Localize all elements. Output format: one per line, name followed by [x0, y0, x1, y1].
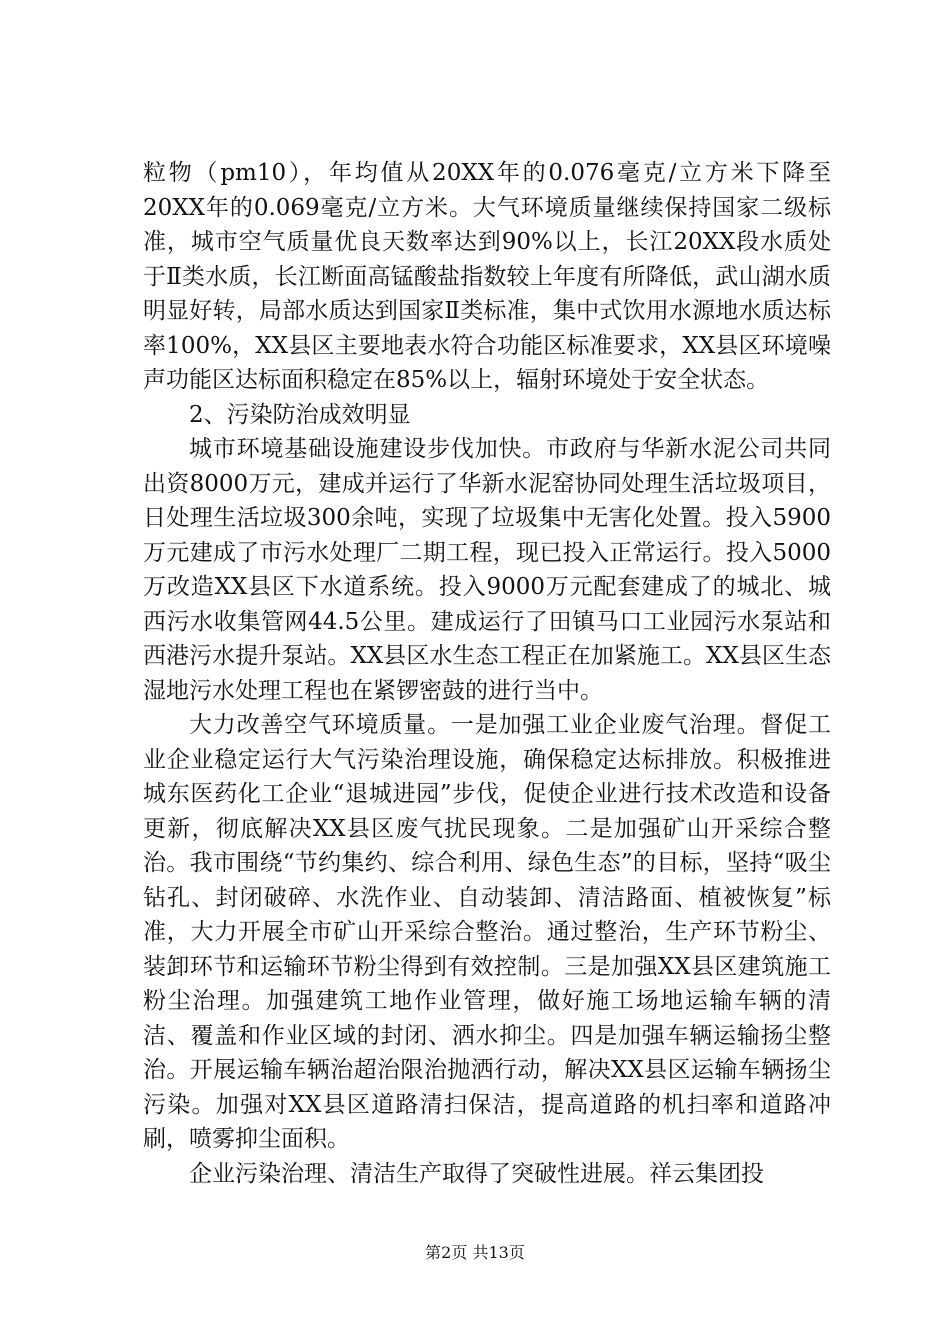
paragraph-enterprise-pollution: 企业污染治理、清洁生产取得了突破性进展。祥云集团投 [189, 1160, 764, 1187]
page-footer [0, 1243, 950, 1263]
page-number-total: 共13页 [472, 1243, 525, 1262]
paragraph-air-improvement: 大力改善空气环境质量。一是加强工业企业废气治理。督促工业企业稳定运行大气污染治理设施，确保稳定达标排放。积极推进城东医药化工企业“退城进园”步伐，促使企业进行技术改造和设备更新，彻底解决XX县区废气扰民现象。二是加强矿山开采综合整治。我市围绕“节约集约、综合利用、绿色生态”的目标，坚持“吸尘钻孔、封闭破碎、水洗作业、自动装卸、清洁路面、植被恢复”标准，大力开展全市矿山开采综合整治。通过整治，生产环节粉尘、装卸环节和运输环节粉尘得到有效控制。三是加强XX县区建筑施工粉尘治理。加强建筑工地作业管理，做好施工场地运输车辆的清洁、覆盖和作业区域的封闭、洒水抑尘。四是加强车辆运输扬尘整治。开展运输车辆治超治限治抛洒行动，解决XX县区运输车辆扬尘污染。加强对XX县区道路清扫保洁，提高道路的机扫率和道路冲刷，喷雾抑尘面积。 [143, 712, 831, 1152]
page-number-current: 第2页 [425, 1243, 468, 1262]
section-heading-pollution-control: 2、污染防治成效明显 [189, 401, 411, 428]
paragraph-infrastructure: 城市环境基础设施建设步伐加快。市政府与华新水泥公司共同出资8000万元，建成并运行了华新水泥窑协同处理生活垃圾项目，日处理生活垃圾300余吨，实现了垃圾集中无害化处置。投入5900万元建成了市污水处理厂二期工程，现已投入正常运行。投入5000万改造XX县区下水道系统。投入9000万元配套建成了的城北、城西污水收集管网44.5公里。建成运行了田镇马口工业园污水泵站和西港污水提升泵站。XX县区水生态工程正在加紧施工。XX县区生态湿地污水处理工程也在紧锣密鼓的进行当中。 [143, 436, 831, 704]
document-body [143, 156, 831, 1191]
paragraph-air-quality-continued: 粒物（pm10），年均值从20XX年的0.076毫克/立方米下降至20XX年的0.069毫克/立方米。大气环境质量继续保持国家二级标准，城市空气质量优良天数率达到90%以上，长江20XX段水质处于Ⅱ类水质，长江断面高锰酸盐指数较上年度有所降低，武山湖水质明显好转，局部水质达到国家Ⅱ类标准，集中式饮用水源地水质达标率100%，XX县区主要地表水符合功能区标准要求，XX县区环境噪声功能区达标面积稳定在85%以上，辐射环境处于安全状态。 [143, 160, 831, 393]
